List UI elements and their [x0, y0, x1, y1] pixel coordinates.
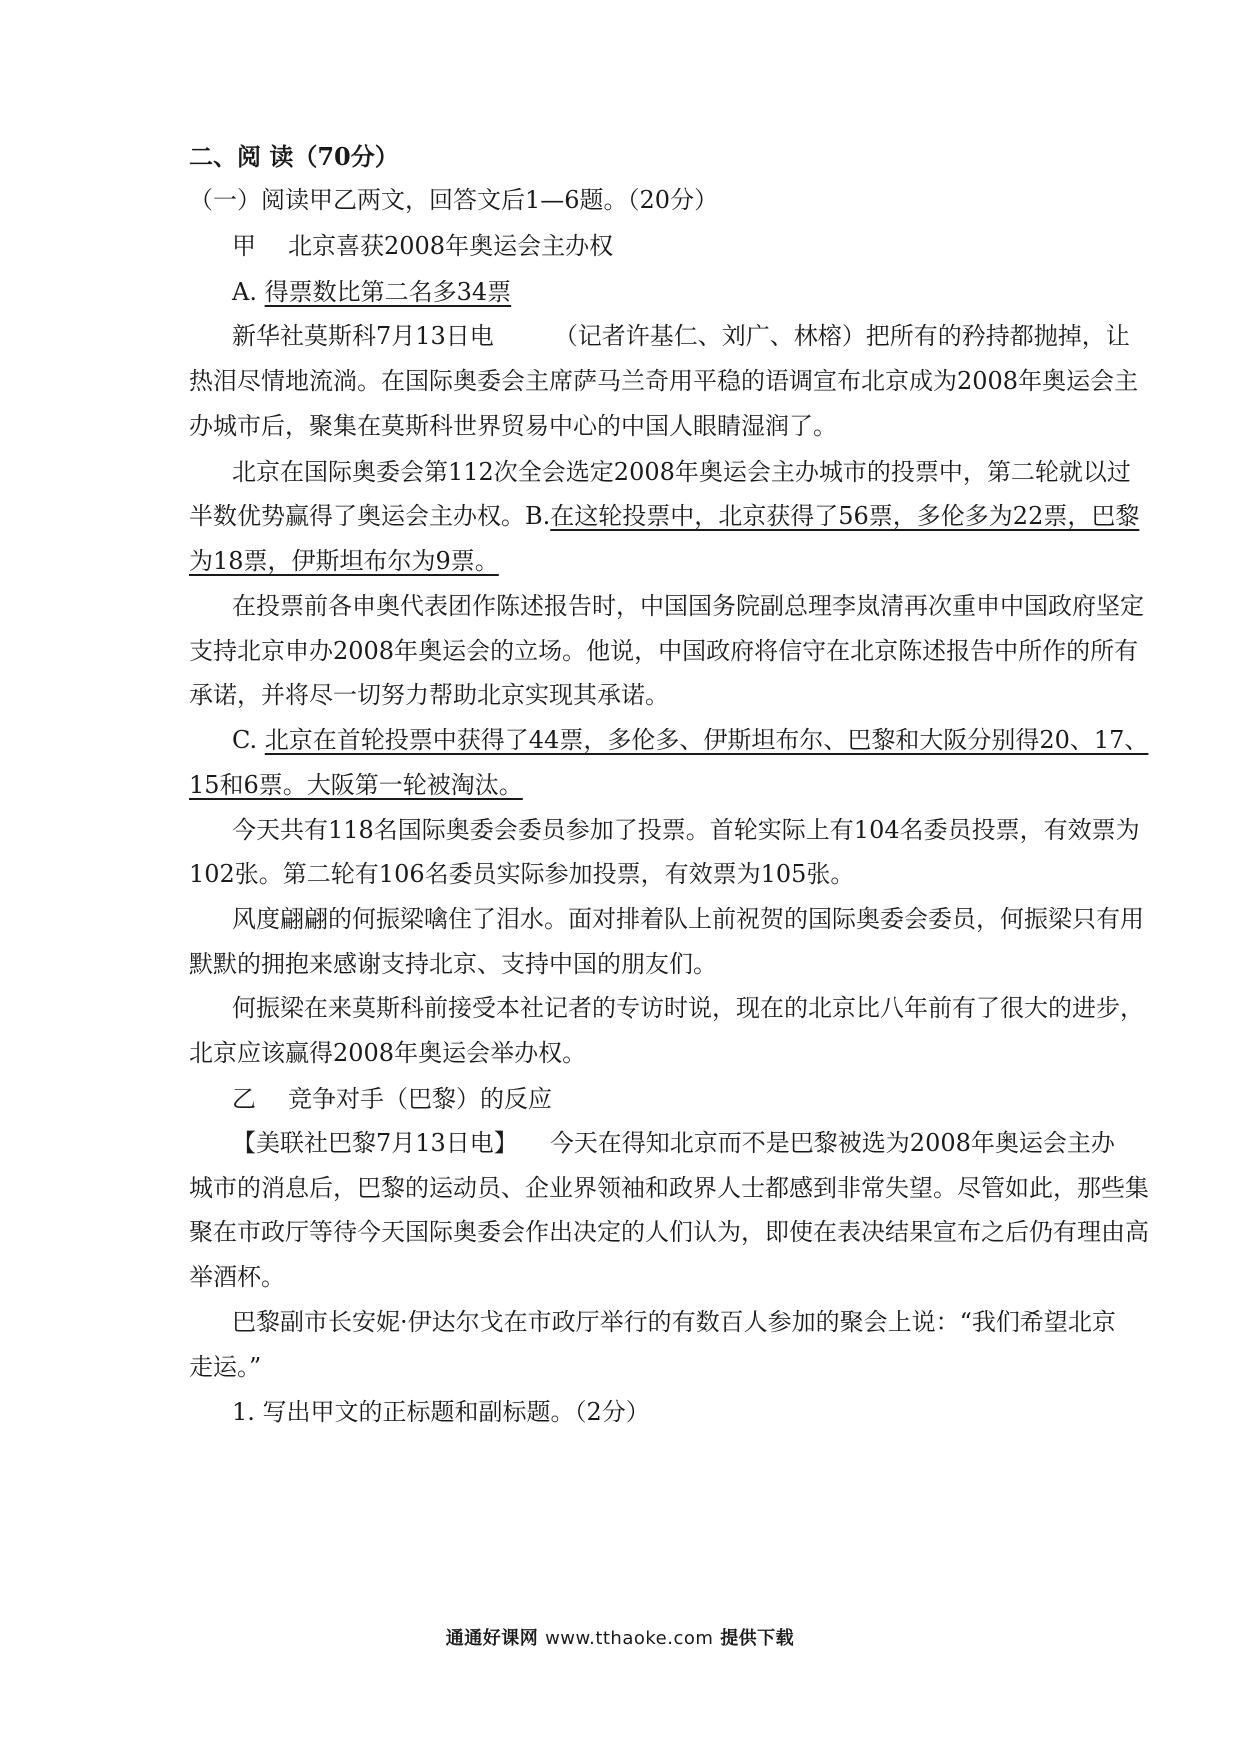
paragraph-line: 聚在市政厅等待今天国际奥委会作出决定的人们认为，即使在表决结果宣布之后仍有理由高 — [189, 1218, 1149, 1246]
paragraph-line: 何振梁在来莫斯科前接受本社记者的专访时说，现在的北京比八年前有了很大的进步， — [232, 994, 1144, 1022]
paragraph-line: 走运。” — [189, 1353, 262, 1381]
article-a-subtitle-line — [232, 276, 511, 308]
paragraph-line: 102张。第二轮有106名委员实际参加投票，有效票为105张。 — [189, 860, 855, 888]
article-b-title: 竞争对手（巴黎）的反应 — [288, 1085, 552, 1113]
paragraph-line: 办城市后，聚集在莫斯科世界贸易中心的中国人眼睛湿润了。 — [189, 412, 837, 440]
paragraph-text: 半数优势赢得了奥运会主办权。B. — [189, 502, 551, 530]
paragraph-line: 今天共有118名国际奥委会委员参加了投票。首轮实际上有104名委员投票，有效票为 — [232, 816, 1140, 844]
underlined-sentence-b: 在这轮投票中，北京获得了56票，多伦多为22票，巴黎 — [550, 502, 1140, 530]
article-a-label: 甲 — [232, 232, 256, 260]
sentence-marker-c: C. — [232, 726, 258, 754]
article-a-subtitle: 得票数比第二名多34票 — [264, 278, 512, 306]
paragraph-line — [232, 1127, 1115, 1159]
paragraph-line: 支持北京申办2008年奥运会的立场。他说，中国政府将信守在北京陈述报告中所作的所有 — [189, 637, 1139, 665]
paragraph-line — [189, 769, 523, 801]
section-heading: 二、阅 读（70分） — [189, 142, 399, 171]
dateline: 【美联社巴黎7月13日电】 — [232, 1129, 518, 1157]
underlined-sentence-c: 北京在首轮投票中获得了44票，多伦多、伊斯坦布尔、巴黎和大阪分别得20、17、 — [264, 726, 1149, 754]
paragraph-text: 今天在得知北京而不是巴黎被选为2008年奥运会主办 — [549, 1129, 1115, 1157]
article-b-label: 乙 — [232, 1085, 256, 1113]
subtitle-marker-a: A. — [232, 278, 257, 306]
paragraph-line: 北京在国际奥委会第112次全会选定2008年奥运会主办城市的投票中，第二轮就以过 — [232, 458, 1131, 486]
underlined-sentence-c: 15和6票。大阪第一轮被淘汰。 — [189, 771, 523, 799]
paragraph-line — [189, 545, 499, 577]
paragraph-line — [232, 320, 1130, 352]
paragraph-line — [232, 724, 1148, 756]
section-instruction: （一）阅读甲乙两文，回答文后1—6题。（20分） — [189, 186, 719, 214]
question-1: 1. 写出甲文的正标题和副标题。（2分） — [232, 1398, 650, 1426]
footer-link[interactable]: www.tthaoke.com — [545, 1628, 714, 1649]
paragraph-line: 承诺，并将尽一切努力帮助北京实现其承诺。 — [189, 681, 669, 709]
paragraph-line — [189, 500, 1139, 532]
footer-suffix: 提供下载 — [720, 1628, 795, 1649]
paragraph-line: 巴黎副市长安妮·伊达尔戈在市政厅举行的有数百人参加的聚会上说：“我们希望北京 — [232, 1308, 1116, 1336]
paragraph-text: （记者许基仁、刘广、林榕）把所有的矜持都抛掉，让 — [553, 322, 1130, 350]
underlined-sentence-b: 为18票，伊斯坦布尔为9票。 — [189, 547, 499, 575]
article-a-title: 北京喜获2008年奥运会主办权 — [288, 232, 614, 260]
paragraph-line: 默默的拥抱来感谢支持北京、支持中国的朋友们。 — [189, 950, 717, 978]
footer-site-name: 通通好课网 — [445, 1628, 539, 1649]
page-footer — [0, 1627, 1240, 1651]
paragraph-line: 在投票前各申奥代表团作陈述报告时，中国国务院副总理李岚清再次重申中国政府坚定 — [232, 592, 1144, 620]
dateline: 新华社莫斯科7月13日电 — [232, 322, 494, 350]
paragraph-line: 城市的消息后，巴黎的运动员、企业界领袖和政界人士都感到非常失望。尽管如此，那些集 — [189, 1174, 1149, 1202]
paragraph-line: 北京应该赢得2008年奥运会举办权。 — [189, 1039, 587, 1067]
paragraph-line: 风度翩翩的何振梁噙住了泪水。面对排着队上前祝贺的国际奥委会委员，何振梁只有用 — [232, 905, 1144, 933]
article-a-title-line — [232, 230, 613, 262]
paragraph-line: 热泪尽情地流淌。在国际奥委会主席萨马兰奇用平稳的语调宣布北京成为2008年奥运会主 — [189, 367, 1139, 395]
article-b-title-line — [232, 1083, 552, 1115]
paragraph-line: 举酒杯。 — [189, 1263, 285, 1291]
